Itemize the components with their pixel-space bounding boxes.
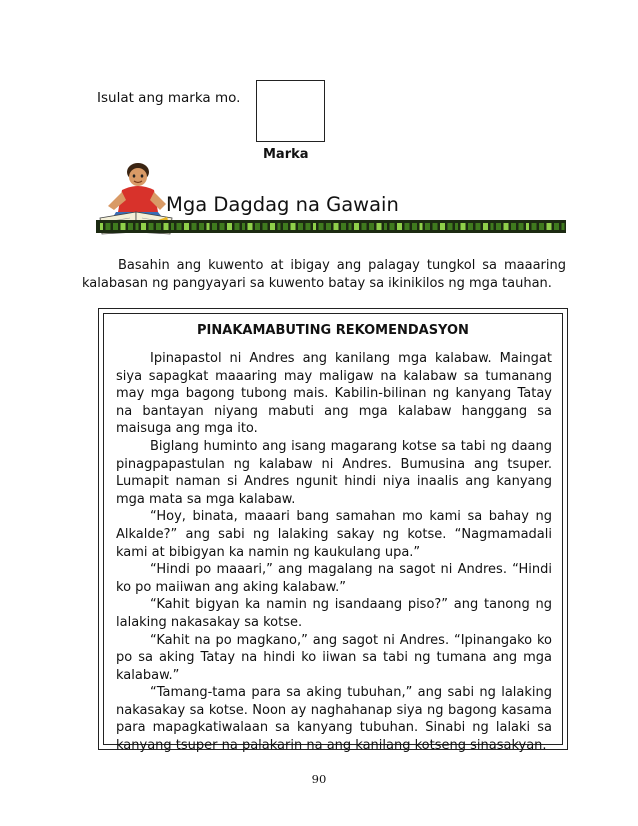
write-score-label: Isulat ang marka mo. xyxy=(97,90,241,106)
divider-cell xyxy=(455,223,458,230)
divider-cell xyxy=(532,223,537,230)
divider-cell xyxy=(184,223,189,230)
story-paragraph: “Kahit bigyan ka namin ng isandaang piso?” ang tanong ng lalaking nakasakay sa kotse. xyxy=(116,597,552,630)
divider-cell xyxy=(192,223,197,230)
story-paragraph: Biglang huminto ang isang magarang kotse sa tabi ng daang pinagpapastulan ng kalabaw ni Andres. Bumusina ang tsuper. Lumapit naman si Andres ngunit hindi niya inaalis ang kanyang mga mata sa mga kalabaw. xyxy=(116,438,552,507)
divider-cell xyxy=(526,223,529,230)
divider-cell xyxy=(390,223,395,230)
divider-cell xyxy=(334,223,339,230)
divider-cell xyxy=(319,223,324,230)
score-box[interactable] xyxy=(256,80,325,142)
divider-cell xyxy=(397,223,402,230)
divider-cell xyxy=(539,223,544,230)
divider-cell xyxy=(270,223,275,230)
divider-cell xyxy=(248,223,253,230)
divider-cell xyxy=(412,223,417,230)
divider-cell xyxy=(141,223,146,230)
divider-cell xyxy=(156,223,161,230)
divider-cell xyxy=(199,223,204,230)
story-paragraph: Ipinapastol ni Andres ang kanilang mga kalabaw. Maingat siya sapagkat maaaring may maligaw na kalabaw sa tumanang may mga bagong tubong mais. Kabilin-bilinan ng kanyang Tatay na bantayan niyang mabuti ang mga kalabaw hanggang sa maisuga ang mga ito. xyxy=(116,351,552,437)
divider-cell xyxy=(298,223,303,230)
divider-cell xyxy=(504,223,509,230)
divider-cell xyxy=(405,223,410,230)
divider-cell xyxy=(128,223,133,230)
divider-cell xyxy=(420,223,423,230)
story-paragraph: “Tamang-tama para sa aking tubuhan,” ang sabi ng lalaking nakasakay sa kotse. Noon ay naghahanap siya ng bagong kasama para mapagkatiwalaan sa kanyang tubuhan. Sinabi ng lalaki sa kanyang tsuper na palakarin na ang kanilang kotseng sinasakyan. xyxy=(116,685,552,754)
divider-cell xyxy=(384,223,387,230)
divider-cell xyxy=(220,223,225,230)
divider-cell xyxy=(121,223,126,230)
section-title: Mga Dagdag na Gawain xyxy=(166,193,399,216)
story-paragraph: “Hindi po maaari,” ang magalang na sagot ni Andres. “Hindi ko po maiiwan ang aking kalabaw.” xyxy=(116,562,552,595)
divider-cell xyxy=(227,223,232,230)
divider-cell xyxy=(136,223,139,230)
divider-cell xyxy=(519,223,524,230)
story-title: PINAKAMABUTING REKOMENDASYON xyxy=(197,323,469,338)
divider-cell xyxy=(341,223,346,230)
divider-cell xyxy=(306,223,311,230)
divider-cell xyxy=(100,223,103,230)
divider-cell xyxy=(369,223,374,230)
divider-cell xyxy=(149,223,154,230)
divider-cell xyxy=(562,223,565,230)
divider-cell xyxy=(263,223,268,230)
divider-cell xyxy=(476,223,481,230)
divider-cell xyxy=(547,223,552,230)
divider-cell xyxy=(291,223,296,230)
divider-cell xyxy=(212,223,217,230)
story-body xyxy=(116,350,552,755)
divider-cell xyxy=(461,223,466,230)
divider-cell xyxy=(433,223,438,230)
divider-cell xyxy=(448,223,453,230)
story-paragraph: “Kahit na po magkano,” ang sagot ni Andres. “Ipinangako ko po sa aking Tatay na hindi ko iiwan sa tabi ng tumana ang mga kalabaw.” xyxy=(116,632,552,683)
divider-cell xyxy=(106,223,111,230)
divider-cell xyxy=(235,223,240,230)
story-paragraph: “Hoy, binata, maaari bang samahan mo kami sa bahay ng Alkalde?” ang sabi ng lalaking sakay ng kotse. “Nagmamadali kami at bibigyan ka namin ng kaukulang upa.” xyxy=(116,509,552,560)
divider-cell xyxy=(377,223,382,230)
divider-cell xyxy=(354,223,359,230)
divider-cell xyxy=(164,223,169,230)
divider-cell xyxy=(468,223,473,230)
instructions-text: Basahin ang kuwento at ibigay ang palagay tungkol sa maaaring kalabasan ng pangyayari sa kuwento batay sa ikinikilos ng mga tauhan. xyxy=(82,258,566,291)
divider-cell xyxy=(425,223,430,230)
divider-cell xyxy=(440,223,445,230)
divider-cell xyxy=(483,223,488,230)
divider-cell xyxy=(496,223,501,230)
divider-cell xyxy=(255,223,260,230)
divider-cell xyxy=(113,223,118,230)
divider-cell xyxy=(283,223,288,230)
film-strip-divider xyxy=(96,220,566,233)
divider-cell xyxy=(278,223,281,230)
divider-cell xyxy=(349,223,352,230)
divider-cell xyxy=(313,223,316,230)
divider-cell xyxy=(242,223,245,230)
divider-cell xyxy=(207,223,210,230)
divider-cell xyxy=(491,223,494,230)
divider-cell xyxy=(511,223,516,230)
divider-cell xyxy=(554,223,559,230)
score-caption: Marka xyxy=(263,147,309,162)
divider-cell xyxy=(362,223,367,230)
divider-cell xyxy=(326,223,331,230)
divider-cell xyxy=(171,223,174,230)
page-number: 90 xyxy=(311,772,327,786)
divider-cell xyxy=(177,223,182,230)
